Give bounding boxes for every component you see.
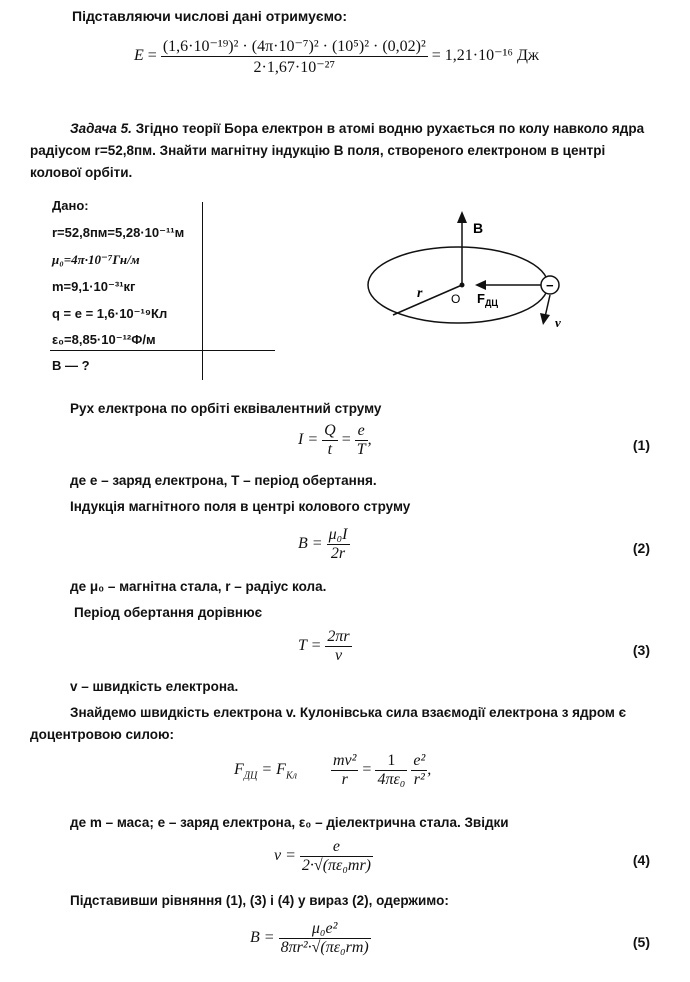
eq2-den: 2r	[330, 545, 346, 562]
equation-2	[298, 526, 350, 563]
electron-sign: −	[546, 278, 554, 293]
eq5-lhs: B =	[250, 929, 275, 947]
problem-label: Задача 5.	[70, 121, 132, 136]
given-heading: Дано:	[52, 198, 89, 213]
equation-4-number: (4)	[632, 852, 650, 868]
label-v: v	[555, 315, 561, 330]
velocity-vector-line	[545, 295, 550, 317]
equation-1-number: (1)	[632, 437, 650, 453]
body-p7	[30, 702, 660, 746]
given-item-q: q = e = 1,6·10⁻¹⁹Кл	[52, 306, 168, 321]
eq4-lhs: v =	[274, 847, 296, 865]
eq1-f2-den: T	[356, 441, 366, 458]
eq1-tail: ,	[367, 431, 372, 449]
equation-4	[274, 838, 373, 875]
body-p9: Підставивши рівняння (1), (3) і (4) у вираз (2), одержимо:	[70, 893, 449, 908]
body-p6: v – швидкість електрона.	[70, 679, 239, 694]
label-f-main: F	[477, 291, 485, 306]
label-o: O	[451, 292, 461, 306]
problem-statement	[30, 118, 660, 184]
label-f	[477, 291, 498, 308]
problem-text-2: радіусом r=52,8пм. Знайти магнітну індукцію В поля, створеного електроном в центрі	[30, 143, 606, 158]
body-p8: де m – маса; е – заряд електрона, ε₀ – діелектрична стала. Звідки	[70, 815, 509, 830]
eqf-lhs-sub: ДЦ	[243, 770, 258, 782]
eqf-f3-num: e²	[413, 752, 426, 769]
eqf-lhs: F	[234, 761, 244, 779]
equation-force	[234, 752, 431, 789]
eqf-rhs-sub: Кл	[285, 770, 297, 782]
equation-3-number: (3)	[632, 642, 650, 658]
energy-formula: E = $\frac{\text{(1,6·10⁻¹⁹)² · (4π·10⁻⁷)² · (10⁵)² · (0,02)²}}{\text{2·1,67·10⁻²⁷}}$ = 1,21·10⁻¹⁶ Дж	[134, 38, 539, 76]
problem-text-1: Згідно теорії Бора електрон в атомі водню рухається по колу навколо ядра	[135, 121, 645, 136]
eq5-den: 8πr²·√(πε₀rm)	[280, 939, 369, 956]
eqf-eq: = F	[257, 761, 286, 779]
eq5-num: μ₀e²	[279, 920, 371, 939]
energy-result: = 1,21·10⁻¹⁶ Дж	[431, 47, 539, 65]
given-vertical-divider	[202, 202, 203, 380]
eq1-f1-den: t	[327, 441, 333, 458]
eq3-lhs: T =	[298, 637, 322, 655]
energy-numerator: (1,6·10⁻¹⁹)² · (4π·10⁻⁷)² · (10⁵)² · (0,02)²	[162, 38, 426, 55]
equation-2-number: (2)	[632, 540, 650, 556]
given-item-mu: μ₀=4π·10⁻⁷Гн/м	[52, 252, 140, 267]
eq2-lhs: B =	[298, 535, 323, 553]
eqf-f3-den: r²	[413, 771, 425, 788]
eq1-f2-num: e	[355, 422, 368, 441]
energy-fraction	[161, 36, 428, 77]
label-b: B	[473, 220, 484, 236]
label-f-sub: ДЦ	[484, 298, 498, 308]
given-item-r: r=52,8пм=5,28·10⁻¹¹м	[52, 225, 185, 240]
eqf-f1-num: mv²	[332, 752, 357, 769]
eqf-f2-num: 1	[375, 752, 407, 771]
b-arrow-icon	[457, 211, 467, 223]
orbit-diagram	[355, 205, 575, 355]
eq1-f1-num: Q	[324, 422, 336, 439]
eq4-den: 2·√(πε₀mr)	[301, 857, 372, 874]
eq3-den: v	[334, 647, 343, 664]
equation-1	[298, 422, 372, 459]
body-p4: де μ₀ – магнітна стала, r – радіус кола.	[70, 579, 327, 594]
eq1-mid: =	[341, 431, 351, 449]
given-horizontal-divider	[50, 350, 275, 351]
velocity-arrow-icon	[540, 313, 550, 325]
body-p7-line-1: Знайдемо швидкість електрона v. Кулонівська сила взаємодії електрона з ядром є	[70, 705, 627, 720]
force-arrow-icon	[475, 280, 486, 290]
eq2-num: μ₀I	[328, 526, 348, 543]
equation-5	[250, 920, 371, 957]
body-p1: Рух електрона по орбіті еквівалентний струму	[70, 401, 382, 416]
eqf-f1-den: r	[341, 771, 348, 788]
given-item-m: m=9,1·10⁻³¹кг	[52, 279, 136, 294]
body-p2: де е – заряд електрона, Т – період обертання.	[70, 473, 377, 488]
energy-lhs: E	[134, 47, 144, 65]
equation-3	[298, 628, 352, 665]
given-item-eps: ε₀=8,85·10⁻¹²Ф/м	[52, 332, 156, 347]
eq1-lhs: I =	[298, 431, 319, 449]
eq3-num: 2πr	[327, 628, 350, 645]
label-r: r	[417, 286, 423, 301]
eq4-num: e	[300, 838, 373, 857]
body-p5: Період обертання дорівнює	[74, 605, 263, 620]
given-unknown: B — ?	[52, 358, 90, 373]
body-p7-line-2: доцентровою силою:	[30, 727, 175, 742]
intro-line: Підставляючи числові дані отримуємо:	[72, 8, 347, 24]
problem-text-3: колової орбіти.	[30, 165, 133, 180]
body-p3: Індукція магнітного поля в центрі колового струму	[70, 499, 411, 514]
eqf-f2-den: 4πε₀	[377, 771, 406, 788]
eqf-tail: ,	[427, 761, 432, 779]
eqf-mid: =	[362, 761, 372, 779]
equation-5-number: (5)	[632, 934, 650, 950]
energy-denominator: 2·1,67·10⁻²⁷	[253, 59, 336, 76]
